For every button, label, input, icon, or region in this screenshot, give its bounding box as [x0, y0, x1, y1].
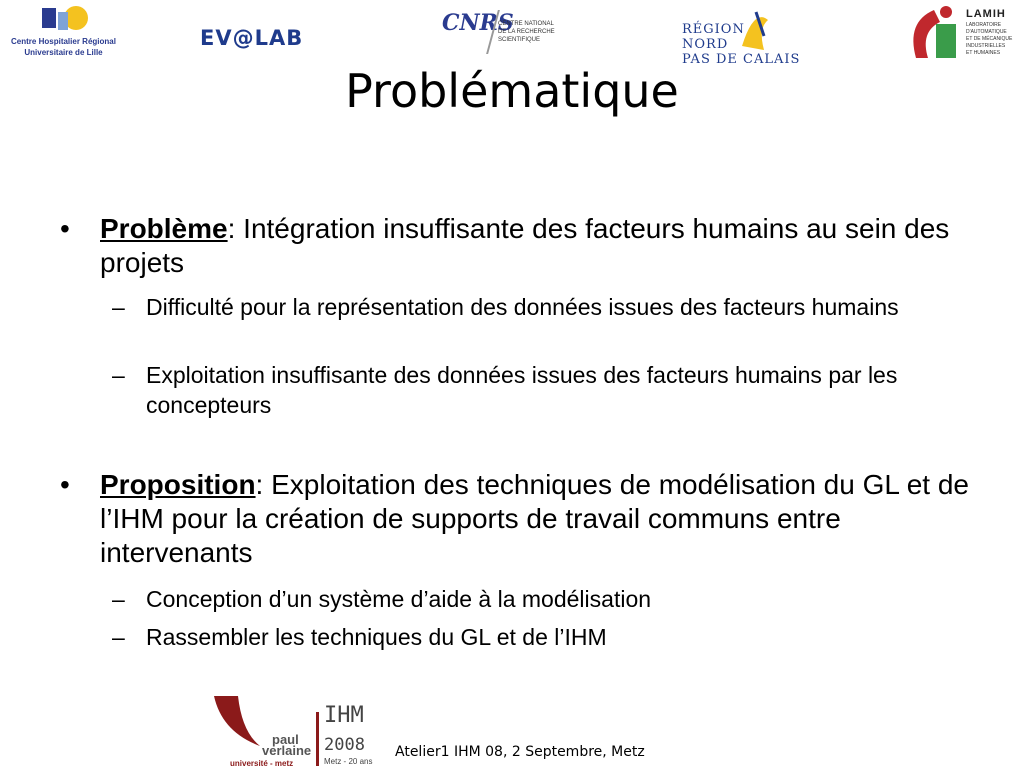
- region-text: RÉGION NORD PAS DE CALAIS: [682, 22, 801, 67]
- sub-bullet: [112, 622, 992, 652]
- footer-text: Atelier1 IHM 08, 2 Septembre, Metz: [395, 744, 645, 760]
- cnrs-text: CENTRE NATIONAL DE LA RECHERCHE SCIENTIFIQUE: [498, 21, 555, 43]
- sub-bullet: [112, 360, 992, 420]
- region-nord-pas-de-calais-logo: [682, 4, 801, 67]
- footer-year: 2008: [324, 735, 365, 755]
- paul-verlaine-ihm-logo-icon: [212, 692, 388, 768]
- evalab-logo: [200, 26, 310, 56]
- bullet-icon: •: [60, 469, 70, 500]
- lamih-name: LAMIH: [966, 8, 1006, 20]
- footer-universite: université - metz: [230, 759, 294, 768]
- lamih-logo: [906, 2, 1018, 66]
- cnrs-word: CNRS: [442, 10, 514, 36]
- slide-title: Problématique: [345, 64, 679, 118]
- dash-icon: –: [112, 294, 125, 320]
- dash-icon: –: [112, 362, 125, 388]
- footer-sub: Metz - 20 ans: [324, 757, 373, 766]
- lamih-emblem-icon: [906, 2, 964, 64]
- cnrs-logo: [438, 4, 568, 62]
- chru-mark-icon: [40, 4, 92, 34]
- footer-verlaine: verlaine: [262, 743, 312, 758]
- dash-icon: –: [112, 586, 125, 612]
- bullet-keyword: Problème: [100, 213, 228, 244]
- lamih-subtitle: LABORATOIRE D'AUTOMATIQUE ET DE MÉCANIQUE INDUSTRIELLES ET HUMAINES: [966, 22, 1013, 56]
- bullet-text: : Intégration insuffisante des facteurs humains au sein des projets: [100, 213, 950, 278]
- footer-ihm: IHM: [324, 703, 364, 728]
- sub-bullet-text: Difficulté pour la représentation des données issues des facteurs humains: [146, 294, 899, 320]
- sub-bullet-text: Rassembler les techniques du GL et de l’IHM: [146, 624, 607, 650]
- bullet-probleme: [60, 212, 980, 280]
- footer-paul: paul: [272, 732, 299, 747]
- bullet-icon: •: [60, 213, 70, 244]
- chru-line1: Centre Hospitalier Régional: [11, 37, 116, 46]
- sub-bullet-text: Conception d’un système d’aide à la modélisation: [146, 586, 652, 612]
- sub-bullet-text: Exploitation insuffisante des données issues des facteurs humains par les concepteurs: [146, 362, 898, 418]
- bullet-text: : Exploitation des techniques de modélisation du GL et de l’IHM pour la création de supports de travail communs entre intervenants: [100, 469, 969, 568]
- sub-bullet: [112, 584, 992, 614]
- bullet-proposition: [60, 468, 980, 570]
- chru-lille-logo: [6, 4, 121, 62]
- sub-bullet: [112, 292, 992, 322]
- chru-line2: Universitaire de Lille: [24, 48, 103, 57]
- ihm-2008-logo: [212, 692, 388, 768]
- dash-icon: –: [112, 624, 125, 650]
- bullet-keyword: Proposition: [100, 469, 256, 500]
- evalab-text: EV@LAB: [200, 26, 304, 50]
